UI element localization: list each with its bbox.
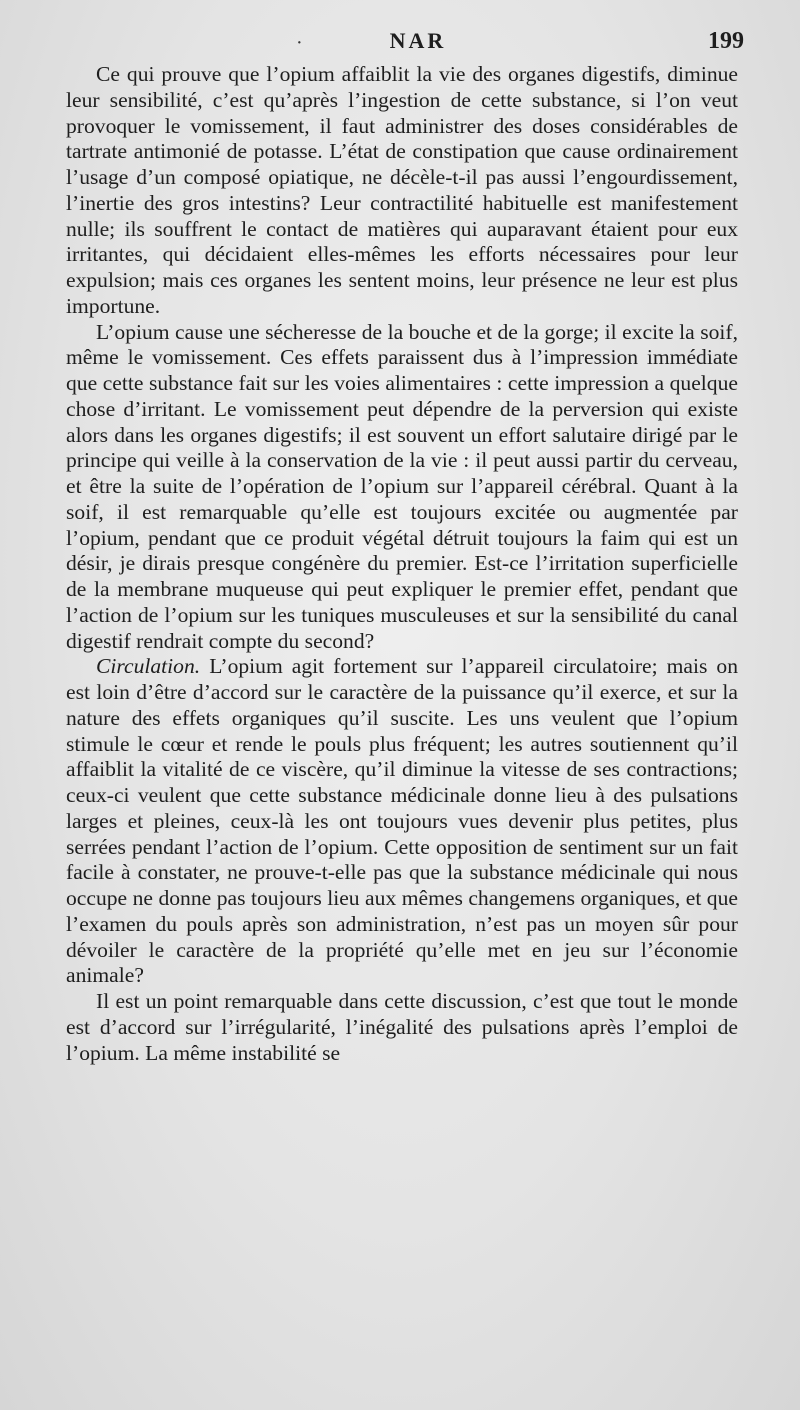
running-head: [96, 28, 744, 62]
paragraph-text: Il est un point remarquable dans cette discussion, c’est que tout le monde est d’accord sur l’irrégularité, l’inégalité des pulsations après l’emploi de l’opium. La même instabilité se: [66, 989, 738, 1065]
paragraph-text: L’opium cause une sécheresse de la bouche et de la gorge; il excite la soif, même le vomissement. Ces effets paraissent dus à l’impression immédiate que cette substance fait sur les voies alimentaires : cette impression a quelque chose d’irritant. Le vomissement peut dépendre de la perversion qui existe alors dans les organes digestifs; il est souvent un effort salutaire dirigé par le principe qui veille à la conservation de la vie : il peut aussi partir du cerveau, et être la suite de l’opération de l’opium sur l’appareil cérébral. Quant à la soif, il est remarquable qu’elle est toujours excitée ou augmentée par l’opium, pendant que ce produit végétal détruit toujours la faim qui est un désir, je dirais presque congénère du premier. Est-ce l’irritation superficielle de la membrane muqueuse qui peut expliquer le premier effet, pendant que l’action de l’opium sur les tuniques musculeuses et sur la sensibilité du canal digestif rendrait compte du second?: [66, 319, 738, 653]
page-number: 199: [708, 28, 744, 54]
paragraph: [66, 62, 738, 320]
paragraph: [66, 654, 738, 989]
paragraph-text: Ce qui prouve que l’opium affaiblit la vie des organes digestifs, diminue leur sensibilité, c’est qu’après l’ingestion de cette substance, si l’on veut provoquer le vomissement, il faut administrer des doses considérables de tartrate antimonié de potasse. L’état de constipation que cause ordinairement l’usage d’un composé opiatique, ne décèle-t-il pas aussi l’engourdissement, l’inertie des gros intestins? Leur contractilité habituelle est manifestement nulle; ils souffrent le contact de matières qui auparavant étaient pour eux irritantes, qui décidaient elles-mêmes les efforts nécessaires pour leur expulsion; mais ces organes les sentent moins, leur présence ne leur est plus importune.: [66, 62, 738, 318]
paragraph-text: L’opium agit fortement sur l’appareil circulatoire; mais on est loin d’être d’accord sur le caractère de la puissance qu’il exerce, et sur la nature des effets organiques qu’il suscite. Les uns veulent que l’opium stimule le cœur et rende le pouls plus fréquent; les autres soutiennent qu’il affaiblit la vitalité de ce viscère, qu’il diminue la vitesse de ses contractions; ceux-ci veulent que cette substance médicinale donne lieu à des pulsations larges et pleines, ceux-là les ont toujours vues devenir plus petites, plus serrées pendant l’action de l’opium. Cette opposition de sentiment sur un fait facile à constater, ne prouve-t-elle pas que la substance médicinale qui nous occupe ne donne pas toujours lieu aux mêmes changemens organiques, et que l’examen du pouls après son administration, n’est pas un moyen sûr pour dévoiler le caractère de la propriété qu’elle met en jeu sur l’économie animale?: [66, 654, 738, 988]
body-text: [66, 62, 738, 1066]
running-head-title: NAR: [389, 28, 447, 53]
paragraph: [66, 989, 738, 1066]
paragraph: [66, 320, 738, 655]
head-mark: ·: [296, 32, 303, 54]
section-label: Circulation.: [96, 654, 210, 679]
